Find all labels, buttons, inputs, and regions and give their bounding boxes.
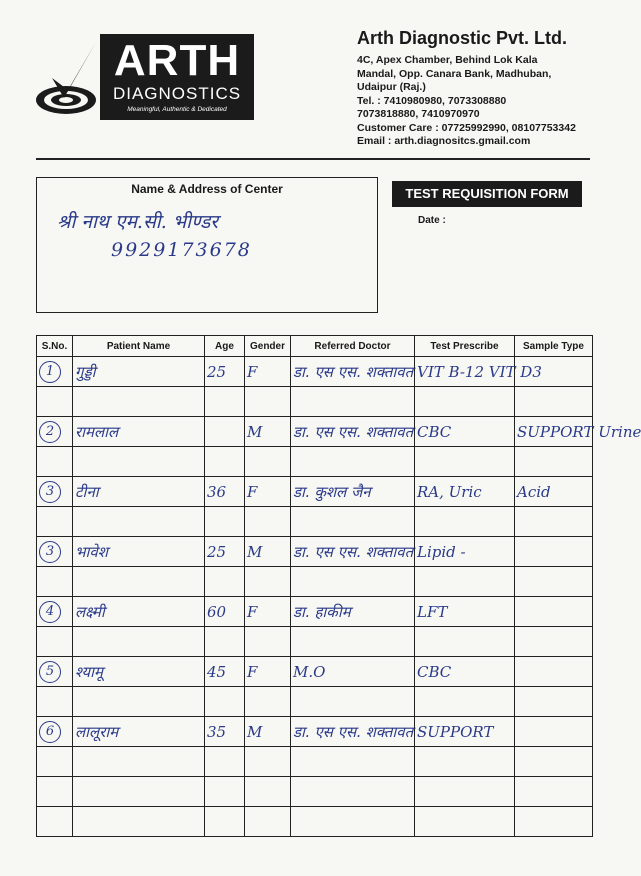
email-line: Email : arth.diagnositcs.gmail.com <box>357 135 531 147</box>
cell-referred-doctor: डा. हाकीम <box>291 597 415 627</box>
cell-sno <box>37 777 73 807</box>
cell-patient-name <box>73 747 205 777</box>
cell-gender: F <box>245 657 291 687</box>
company-name: Arth Diagnostic Pvt. Ltd. <box>357 28 568 48</box>
header-age: Age <box>205 336 245 357</box>
cell-sample-type <box>515 777 593 807</box>
cell-patient-name: गुड्डी <box>73 357 205 387</box>
table-row <box>37 807 593 837</box>
cell-referred-doctor <box>291 567 415 597</box>
table-row <box>37 777 593 807</box>
cell-referred-doctor <box>291 807 415 837</box>
cell-age <box>205 627 245 657</box>
cell-sample-type <box>515 447 593 477</box>
cell-gender: F <box>245 597 291 627</box>
company-address-block <box>357 28 627 149</box>
target-check-icon <box>34 38 106 122</box>
cell-patient-name: भावेश <box>73 537 205 567</box>
cell-sno <box>37 687 73 717</box>
cell-referred-doctor: डा. कुशल जैन <box>291 477 415 507</box>
cell-referred-doctor: M.O <box>291 657 415 687</box>
logo-subtitle: DIAGNOSTICS <box>112 84 242 103</box>
cell-sample-type <box>515 717 593 747</box>
cell-sno <box>37 627 73 657</box>
cell-age: 25 <box>205 357 245 387</box>
company-logo <box>34 30 260 122</box>
cell-age <box>205 417 245 447</box>
cell-test-prescribe: CBC <box>415 657 515 687</box>
cell-patient-name <box>73 507 205 537</box>
table-row <box>37 447 593 477</box>
cell-test-prescribe: Lipid - <box>415 537 515 567</box>
cell-sample-type: SUPPORT Urine <box>515 417 593 447</box>
cell-sample-type <box>515 807 593 837</box>
cell-sno <box>37 717 73 747</box>
cell-sample-type <box>515 747 593 777</box>
cell-test-prescribe <box>415 687 515 717</box>
table-row <box>37 717 593 747</box>
serial-number: 6 <box>39 721 61 743</box>
cell-sample-type <box>515 627 593 657</box>
header-divider <box>36 158 590 160</box>
cell-sample-type <box>515 567 593 597</box>
cell-age: 25 <box>205 537 245 567</box>
cell-test-prescribe: CBC <box>415 417 515 447</box>
logo-wordmark <box>100 34 254 120</box>
table-row <box>37 687 593 717</box>
cell-age <box>205 447 245 477</box>
table-row <box>37 537 593 567</box>
cell-sample-type <box>515 657 593 687</box>
cell-age <box>205 687 245 717</box>
cell-sno <box>37 567 73 597</box>
cell-age <box>205 567 245 597</box>
table-row <box>37 627 593 657</box>
cell-referred-doctor <box>291 507 415 537</box>
cell-age: 45 <box>205 657 245 687</box>
table-row <box>37 657 593 687</box>
cell-patient-name: रामलाल <box>73 417 205 447</box>
logo-name: ARTH <box>113 36 241 85</box>
cell-referred-doctor: डा. एस एस. शक्तावत <box>291 537 415 567</box>
table-row <box>37 567 593 597</box>
cell-gender: F <box>245 357 291 387</box>
table-header-row <box>37 336 593 357</box>
logo-tagline: Meaningful, Authentic & Dedicated <box>127 106 227 113</box>
cell-sample-type: Acid <box>515 477 593 507</box>
cell-test-prescribe <box>415 627 515 657</box>
cell-test-prescribe: RA, Uric <box>415 477 515 507</box>
phone-line: Tel. : 7410980980, 7073308880 <box>357 94 507 107</box>
cell-age: 35 <box>205 717 245 747</box>
cell-test-prescribe <box>415 387 515 417</box>
cell-sno <box>37 537 73 567</box>
serial-number: 5 <box>39 661 61 683</box>
cell-age: 60 <box>205 597 245 627</box>
cell-gender <box>245 567 291 597</box>
cell-sno <box>37 417 73 447</box>
cell-age <box>205 747 245 777</box>
cell-sno <box>37 477 73 507</box>
cell-referred-doctor <box>291 747 415 777</box>
table-row <box>37 597 593 627</box>
cell-sample-type <box>515 537 593 567</box>
cell-referred-doctor <box>291 387 415 417</box>
header-gender: Gender <box>245 336 291 357</box>
serial-number: 2 <box>39 421 61 443</box>
cell-age <box>205 507 245 537</box>
center-address-box <box>36 177 378 313</box>
cell-patient-name <box>73 627 205 657</box>
cell-gender: M <box>245 537 291 567</box>
cell-gender: M <box>245 717 291 747</box>
cell-referred-doctor <box>291 627 415 657</box>
cell-sample-type <box>515 387 593 417</box>
table-row <box>37 387 593 417</box>
serial-number: 3 <box>39 541 61 563</box>
form-title: TEST REQUISITION FORM <box>392 181 582 207</box>
header-sample-type: Sample Type <box>515 336 593 357</box>
address-line: 4C, Apex Chamber, Behind Lok Kala <box>357 54 538 66</box>
cell-patient-name <box>73 387 205 417</box>
header-patient-name: Patient Name <box>73 336 205 357</box>
cell-test-prescribe: VIT B-12 VIT D3 <box>415 357 515 387</box>
address-line: Mandal, Opp. Canara Bank, Madhuban, <box>357 67 552 80</box>
header-sno: S.No. <box>37 336 73 357</box>
cell-test-prescribe <box>415 777 515 807</box>
cell-gender <box>245 777 291 807</box>
cell-age <box>205 387 245 417</box>
cell-sno <box>37 387 73 417</box>
table-row <box>37 747 593 777</box>
cell-sno <box>37 597 73 627</box>
cell-patient-name: लालूराम <box>73 717 205 747</box>
cell-referred-doctor <box>291 447 415 477</box>
cell-patient-name: लक्ष्मी <box>73 597 205 627</box>
cell-sno <box>37 447 73 477</box>
cell-sno <box>37 657 73 687</box>
cell-patient-name <box>73 447 205 477</box>
cell-referred-doctor: डा. एस एस. शक्तावत <box>291 417 415 447</box>
cell-sample-type <box>515 687 593 717</box>
center-label: Name & Address of Center <box>131 182 283 196</box>
cell-test-prescribe <box>415 507 515 537</box>
cell-test-prescribe: LFT <box>415 597 515 627</box>
cell-referred-doctor <box>291 777 415 807</box>
cell-patient-name: श्यामू <box>73 657 205 687</box>
cell-sno <box>37 807 73 837</box>
cell-patient-name <box>73 687 205 717</box>
cell-patient-name <box>73 567 205 597</box>
phone-line: 7073818880, 7410970970 <box>357 108 480 120</box>
customer-care-line: Customer Care : 07725992990, 08107753342 <box>357 121 576 134</box>
cell-referred-doctor: डा. एस एस. शक्तावत <box>291 357 415 387</box>
cell-test-prescribe <box>415 807 515 837</box>
cell-gender <box>245 387 291 417</box>
serial-number: 4 <box>39 601 61 623</box>
cell-test-prescribe <box>415 447 515 477</box>
center-handwriting <box>57 208 252 264</box>
serial-number: 1 <box>39 361 61 383</box>
table-row <box>37 507 593 537</box>
date-label: Date : <box>418 215 446 226</box>
cell-patient-name <box>73 807 205 837</box>
cell-sno <box>37 507 73 537</box>
address-line: Udaipur (Raj.) <box>357 81 426 93</box>
patient-table <box>36 335 641 837</box>
cell-sample-type <box>515 507 593 537</box>
cell-patient-name: टीना <box>73 477 205 507</box>
center-name: श्री नाथ एम.सी. भीण्डर <box>57 211 219 233</box>
cell-sno <box>37 747 73 777</box>
cell-age <box>205 777 245 807</box>
cell-gender <box>245 747 291 777</box>
cell-gender <box>245 507 291 537</box>
cell-gender <box>245 447 291 477</box>
cell-patient-name <box>73 777 205 807</box>
cell-gender <box>245 807 291 837</box>
cell-age: 36 <box>205 477 245 507</box>
header-referred-doctor: Referred Doctor <box>291 336 415 357</box>
table-row <box>37 417 593 447</box>
table-row <box>37 477 593 507</box>
cell-referred-doctor <box>291 687 415 717</box>
center-phone: 9929173678 <box>111 239 252 261</box>
cell-age <box>205 807 245 837</box>
cell-sample-type <box>515 597 593 627</box>
cell-gender: M <box>245 417 291 447</box>
cell-referred-doctor: डा. एस एस. शक्तावत <box>291 717 415 747</box>
header-test-prescribe: Test Prescribe <box>415 336 515 357</box>
cell-test-prescribe <box>415 747 515 777</box>
serial-number: 3 <box>39 481 61 503</box>
cell-gender: F <box>245 477 291 507</box>
cell-test-prescribe: SUPPORT <box>415 717 515 747</box>
cell-sno <box>37 357 73 387</box>
cell-gender <box>245 687 291 717</box>
cell-test-prescribe <box>415 567 515 597</box>
cell-gender <box>245 627 291 657</box>
table-row <box>37 357 593 387</box>
